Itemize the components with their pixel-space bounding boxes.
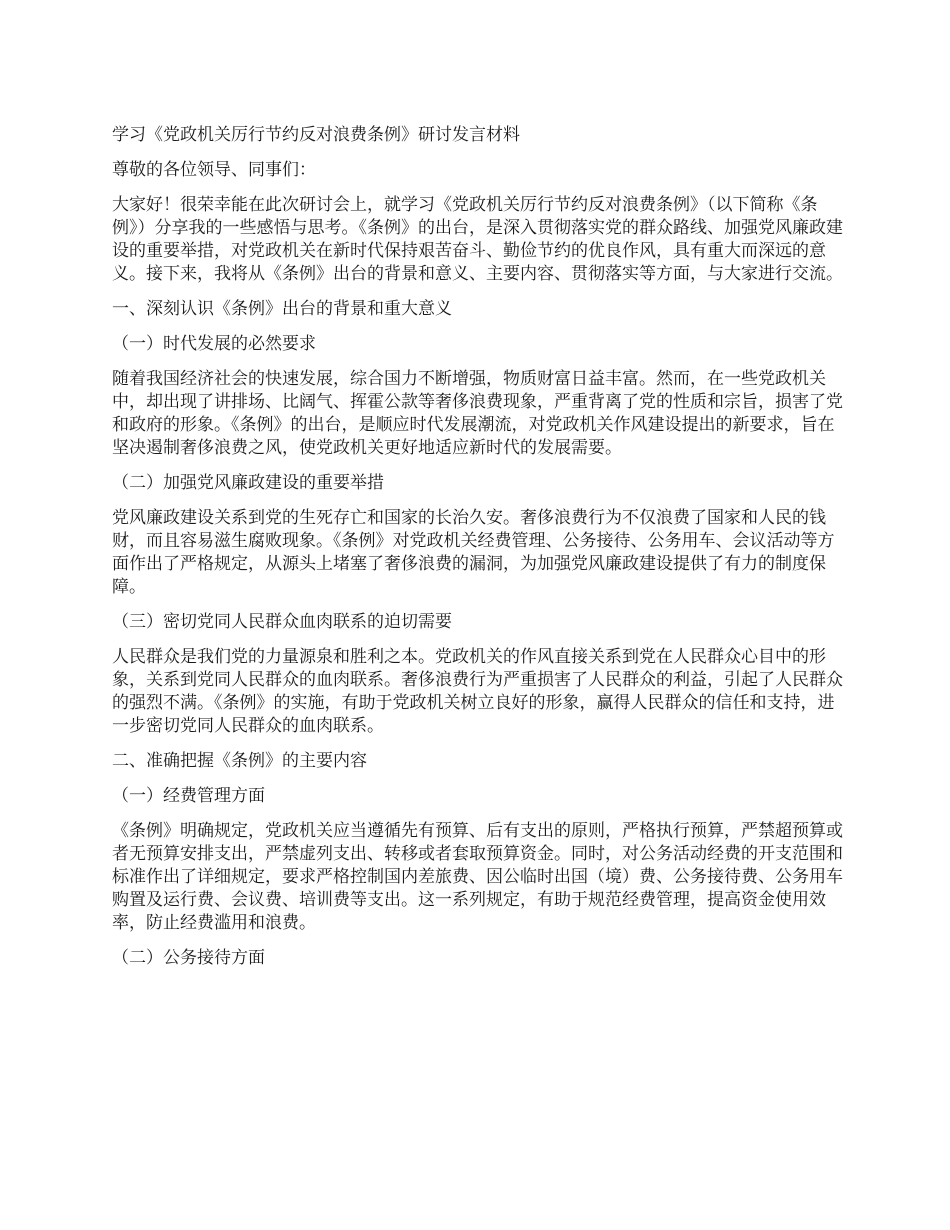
section-1-1-paragraph: 随着我国经济社会的快速发展，综合国力不断增强，物质财富日益丰富。然而，在一些党政机关中，却出现了讲排场、比阔气、挥霍公款等奢侈浪费现象，严重背离了党的性质和宗旨，损害了党和政府的形象。《条例》的出台，是顺应时代发展潮流，对党政机关作风建设提出的新要求，旨在坚决遏制奢侈浪费之风，使党政机关更好地适应新时代的发展需要。 bbox=[112, 369, 843, 458]
section-1-3-heading: （三）密切党同人民群众血肉联系的迫切需要 bbox=[112, 612, 452, 632]
section-2-heading: 二、准确把握《条例》的主要内容 bbox=[112, 751, 367, 771]
section-1-1-heading: （一）时代发展的必然要求 bbox=[112, 334, 316, 354]
greeting: 尊敬的各位领导、同事们： bbox=[112, 160, 316, 180]
section-2-1-paragraph: 《条例》明确规定，党政机关应当遵循先有预算、后有支出的原则，严格执行预算，严禁超预算或者无预算安排支出，严禁虚列支出、转移或者套取预算资金。同时，对公务活动经费的开支范围和标准作出了详细规定，要求严格控制国内差旅费、因公临时出国（境）费、公务接待费、公务用车购置及运行费、会议费、培训费等支出。这一系列规定，有助于规范经费管理，提高资金使用效率，防止经费滥用和浪费。 bbox=[112, 821, 843, 933]
section-2-1-heading: （一）经费管理方面 bbox=[112, 786, 265, 806]
section-1-2-paragraph: 党风廉政建设关系到党的生死存亡和国家的长治久安。奢侈浪费行为不仅浪费了国家和人民的钱财，而且容易滋生腐败现象。《条例》对党政机关经费管理、公务接待、公务用车、会议活动等方面作出了严格规定，从源头上堵塞了奢侈浪费的漏洞，为加强党风廉政建设提供了有力的制度保障。 bbox=[112, 508, 835, 597]
document-title: 学习《党政机关厉行节约反对浪费条例》研讨发言材料 bbox=[112, 125, 520, 145]
section-1-2-heading: （二）加强党风廉政建设的重要举措 bbox=[112, 473, 384, 493]
section-1-3-paragraph: 人民群众是我们党的力量源泉和胜利之本。党政机关的作风直接关系到党在人民群众心目中的形象，关系到党同人民群众的血肉联系。奢侈浪费行为严重损害了人民群众的利益，引起了人民群众的强烈不满。《条例》的实施，有助于党政机关树立良好的形象，赢得人民群众的信任和支持，进一步密切党同人民群众的血肉联系。 bbox=[112, 647, 843, 736]
intro-paragraph: 大家好！很荣幸能在此次研讨会上，就学习《党政机关厉行节约反对浪费条例》（以下简称《条例》）分享我的一些感悟与思考。《条例》的出台，是深入贯彻落实党的群众路线、加强党风廉政建设的重要举措，对党政机关在新时代保持艰苦奋斗、勤俭节约的优良作风，具有重大而深远的意义。接下来，我将从《条例》出台的背景和意义、主要内容、贯彻落实等方面，与大家进行交流。 bbox=[112, 195, 843, 284]
section-1-heading: 一、深刻认识《条例》出台的背景和重大意义 bbox=[112, 299, 452, 319]
document-body bbox=[112, 124, 844, 982]
section-2-2-heading: （二）公务接待方面 bbox=[112, 948, 265, 968]
